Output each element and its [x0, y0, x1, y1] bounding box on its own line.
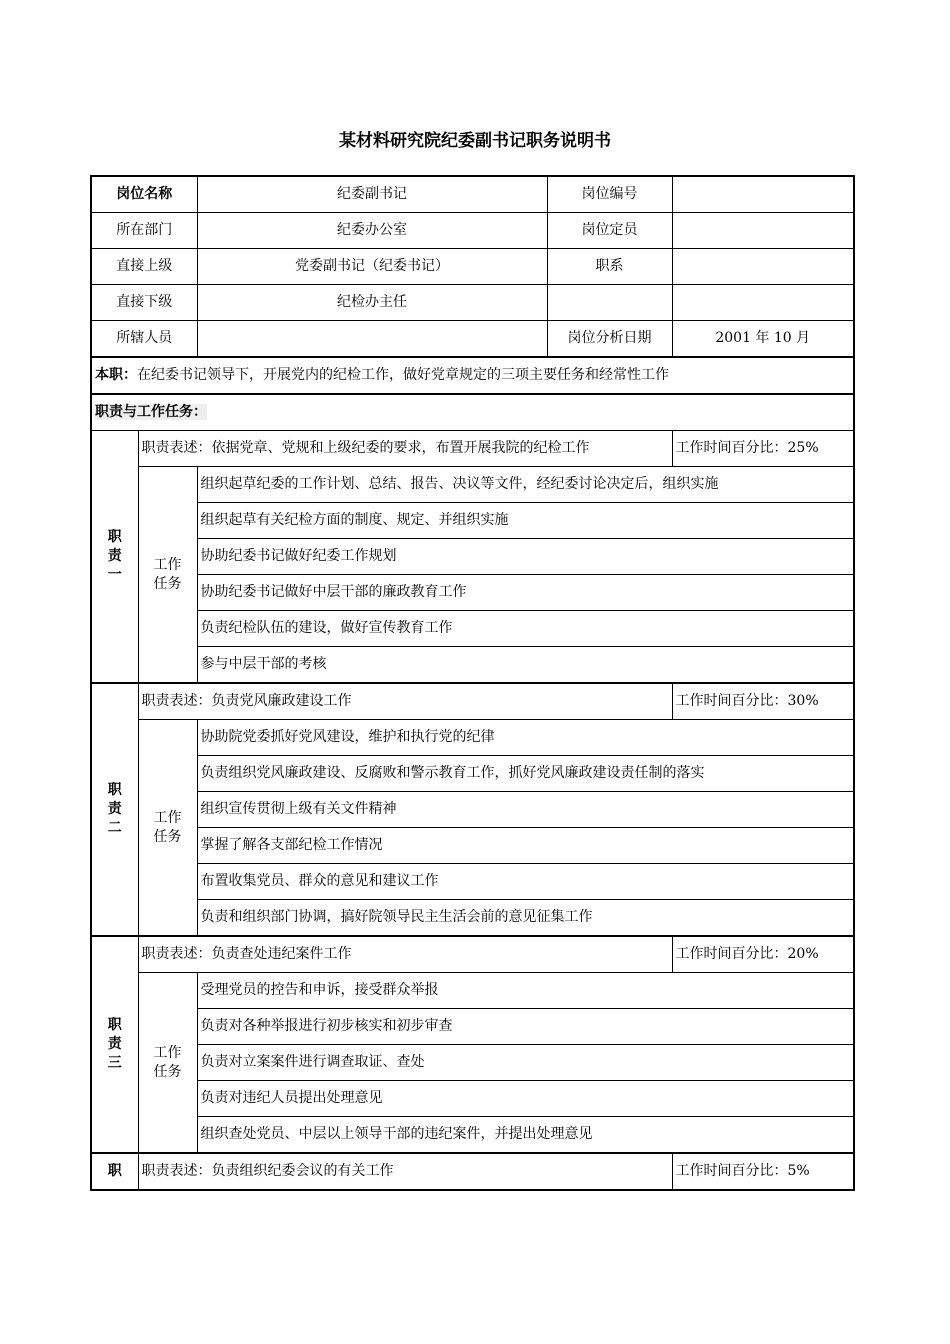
duty-label	[91, 683, 138, 936]
duty-description: 职责表述：负责党风廉政建设工作	[138, 683, 672, 720]
task-item: 协助纪委书记做好纪委工作规划	[197, 539, 854, 575]
value-position-name: 纪委副书记	[197, 176, 547, 213]
duty-desc-row	[91, 431, 854, 467]
label-position-code: 岗位编号	[547, 176, 672, 213]
task-label	[138, 720, 197, 937]
empty-cell	[547, 285, 672, 321]
duty-label-char: 一	[107, 567, 122, 583]
task-row	[91, 539, 854, 575]
task-item: 掌握了解各支部纪检工作情况	[197, 828, 854, 864]
duty-description: 职责表述：依据党章、党规和上级纪委的要求，布置开展我院的纪检工作	[138, 431, 672, 467]
row-position-name	[91, 176, 854, 213]
row-superior	[91, 249, 854, 285]
core-role-label: 本职：	[95, 367, 137, 383]
label-analysis-date: 岗位分析日期	[547, 321, 672, 358]
duty-time-percent: 工作时间百分比：5%	[672, 1153, 854, 1190]
duty-description: 职责表述：负责查处违纪案件工作	[138, 936, 672, 973]
task-label-line: 工作	[153, 809, 182, 826]
task-row	[91, 647, 854, 684]
task-label-line: 工作	[153, 1044, 182, 1061]
task-row	[91, 828, 854, 864]
task-row	[91, 503, 854, 539]
task-row	[91, 1009, 854, 1045]
job-description-table	[90, 175, 853, 1191]
empty-cell	[672, 285, 854, 321]
task-label-line: 任务	[153, 828, 182, 845]
duty-time-percent: 工作时间百分比：25%	[672, 431, 854, 467]
row-department	[91, 213, 854, 249]
duty-time-percent: 工作时间百分比：20%	[672, 936, 854, 973]
label-subordinate: 直接下级	[91, 285, 197, 321]
task-item: 协助纪委书记做好中层干部的廉政教育工作	[197, 575, 854, 611]
task-item: 布置收集党员、群众的意见和建议工作	[197, 864, 854, 900]
duty-label-char: 职	[107, 1163, 122, 1179]
task-item: 协助院党委抓好党风建设，维护和执行党的纪律	[197, 720, 854, 756]
task-item: 组织查处党员、中层以上领导干部的违纪案件，并提出处理意见	[197, 1117, 854, 1154]
core-role	[91, 357, 854, 394]
row-duties-heading	[91, 394, 854, 431]
task-item: 受理党员的控告和申诉，接受群众举报	[197, 973, 854, 1009]
row-staff	[91, 321, 854, 358]
task-row	[91, 611, 854, 647]
task-row	[91, 720, 854, 756]
task-item: 组织起草纪委的工作计划、总结、报告、决议等文件，经纪委讨论决定后，组织实施	[197, 467, 854, 503]
task-row	[91, 900, 854, 937]
value-superior: 党委副书记（纪委书记）	[197, 249, 547, 285]
task-item: 负责组织党风廉政建设、反腐败和警示教育工作，抓好党风廉政建设责任制的落实	[197, 756, 854, 792]
value-staff	[197, 321, 547, 358]
task-label-line: 工作	[153, 556, 182, 573]
task-row	[91, 467, 854, 503]
duties-heading-text: 职责与工作任务：	[95, 404, 207, 420]
label-department: 所在部门	[91, 213, 197, 249]
value-position-code	[672, 176, 854, 213]
value-job-family	[672, 249, 854, 285]
document-title: 某材料研究院纪委副书记职务说明书	[339, 131, 611, 151]
row-subordinate	[91, 285, 854, 321]
duty-desc-row	[91, 936, 854, 973]
duty-label-char: 职	[107, 1017, 122, 1033]
task-item: 负责和组织部门协调，搞好院领导民主生活会前的意见征集工作	[197, 900, 854, 937]
label-position-name: 岗位名称	[91, 176, 197, 213]
duty-label-char: 责	[107, 1036, 122, 1052]
duty-label-char: 责	[107, 548, 122, 564]
task-row	[91, 1045, 854, 1081]
task-label	[138, 973, 197, 1154]
task-item: 负责纪检队伍的建设，做好宣传教育工作	[197, 611, 854, 647]
task-row	[91, 1117, 854, 1154]
task-label-line: 任务	[153, 1063, 182, 1080]
task-item: 组织起草有关纪检方面的制度、规定、并组织实施	[197, 503, 854, 539]
duty-label	[91, 1153, 138, 1190]
duty-desc-row	[91, 1153, 854, 1190]
duty-time-percent: 工作时间百分比：30%	[672, 683, 854, 720]
duty-desc-row	[91, 683, 854, 720]
duty-label	[91, 431, 138, 684]
duty-label-char: 责	[107, 801, 122, 817]
label-job-family: 职系	[547, 249, 672, 285]
value-analysis-date: 2001 年 10 月	[672, 321, 854, 358]
duty-label-char: 三	[107, 1055, 122, 1071]
duty-label	[91, 936, 138, 1153]
duty-label-char: 职	[107, 782, 122, 798]
label-superior: 直接上级	[91, 249, 197, 285]
task-row	[91, 973, 854, 1009]
label-staff: 所辖人员	[91, 321, 197, 358]
task-item: 负责对立案案件进行调查取证、查处	[197, 1045, 854, 1081]
duty-description: 职责表述：负责组织纪委会议的有关工作	[138, 1153, 672, 1190]
core-role-text: 在纪委书记领导下，开展党内的纪检工作，做好党章规定的三项主要任务和经常性工作	[137, 367, 669, 383]
duty-label-char: 二	[107, 820, 122, 836]
label-headcount: 岗位定员	[547, 213, 672, 249]
task-label	[138, 467, 197, 684]
value-headcount	[672, 213, 854, 249]
task-row	[91, 1081, 854, 1117]
task-row	[91, 756, 854, 792]
task-row	[91, 864, 854, 900]
value-subordinate: 纪检办主任	[197, 285, 547, 321]
duties-heading	[91, 394, 854, 431]
row-core-role	[91, 357, 854, 394]
task-item: 参与中层干部的考核	[197, 647, 854, 684]
task-row	[91, 792, 854, 828]
task-label-line: 任务	[153, 575, 182, 592]
task-item: 组织宣传贯彻上级有关文件精神	[197, 792, 854, 828]
task-item: 负责对各种举报进行初步核实和初步审查	[197, 1009, 854, 1045]
value-department: 纪委办公室	[197, 213, 547, 249]
task-item: 负责对违纪人员提出处理意见	[197, 1081, 854, 1117]
duty-label-char: 职	[107, 529, 122, 545]
task-row	[91, 575, 854, 611]
